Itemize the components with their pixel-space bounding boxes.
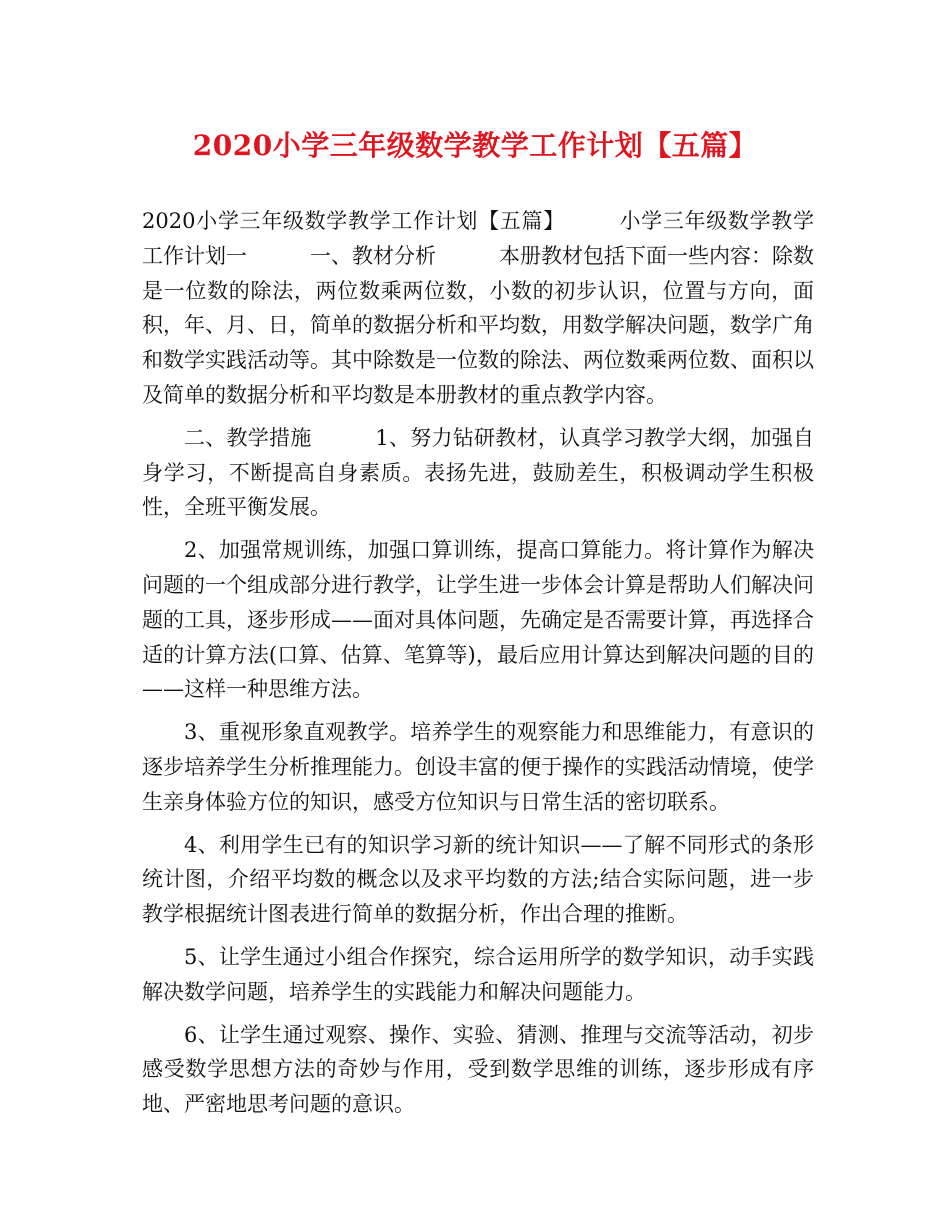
paragraph-item-2: 2、加强常规训练，加强口算训练，提高口算能力。将计算作为解决问题的一个组成部分进行教学，让学生进一步体会计算是帮助人们解决问题的工具，逐步形成——面对具体问题，先确定是否需要计算，再选择合适的计算方法(口算、估算、笔算等)，最后应用计算达到解决问题的目的——这样一种思维方法。 bbox=[142, 538, 814, 702]
paragraph-item-6: 6、让学生通过观察、操作、实验、猜测、推理与交流等活动，初步感受数学思想方法的奇妙与作用，受到数学思维的训练，逐步形成有序地、严密地思考问题的意识。 bbox=[142, 1022, 814, 1117]
paragraph-intro: 2020小学三年级数学教学工作计划【五篇】 小学三年级数学教学工作计划一 一、教材分析 本册教材包括下面一些内容：除数是一位数的除法，两位数乘两位数，小数的初步认识，位置与方向，面积，年、月、日，简单的数据分析和平均数，用数学解决问题，数学广角和数学实践活动等。其中除数是一位数的除法、两位数乘两位数、面积以及简单的数据分析和平均数是本册教材的重点教学内容。 bbox=[142, 209, 814, 407]
document-body bbox=[142, 204, 814, 1130]
paragraph-item-4: 4、利用学生已有的知识学习新的统计知识——了解不同形式的条形统计图，介绍平均数的概念以及求平均数的方法;结合实际问题，进一步教学根据统计图表进行简单的数据分析，作出合理的推断。 bbox=[142, 832, 814, 927]
paragraph-item-5: 5、让学生通过小组合作探究，综合运用所学的数学知识，动手实践解决数学问题，培养学生的实践能力和解决问题能力。 bbox=[142, 944, 814, 1004]
document-title: 2020小学三年级数学教学工作计划【五篇】 bbox=[192, 129, 758, 162]
paragraph-item-3: 3、重视形象直观教学。培养学生的观察能力和思维能力，有意识的逐步培养学生分析推理能力。创设丰富的便于操作的实践活动情境，使学生亲身体验方位的知识，感受方位知识与日常生活的密切联系。 bbox=[142, 720, 814, 814]
paragraph-measures: 二、教学措施 1、努力钻研教材，认真学习教学大纲，加强自身学习，不断提高自身素质。表扬先进，鼓励差生，积极调动学生积极性，全班平衡发展。 bbox=[142, 425, 814, 520]
